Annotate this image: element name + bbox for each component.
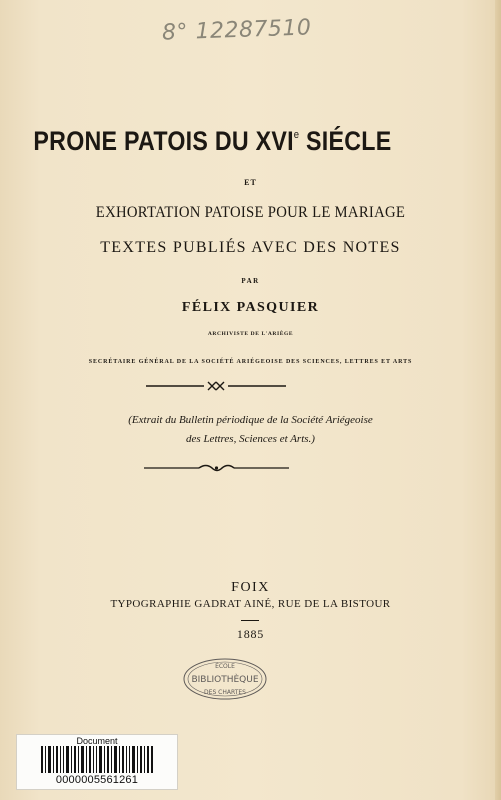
title-main: PRONE PATOIS DU XVI (33, 126, 294, 156)
ornament-rule-top (146, 380, 286, 392)
barcode-number: 0000005561261 (55, 774, 139, 786)
author-role-1: ARCHIVISTE DE L'ARIÈGE (207, 331, 294, 337)
by-line: PAR (241, 277, 260, 285)
book-title (30, 126, 396, 157)
author-role-2: SECRÉTAIRE GÉNÉRAL DE LA SOCIÉTÉ ARIÉGEOISE DES SCIENCES, LETTRES ET ARTS (88, 359, 413, 365)
extract-note-line-1: (Extrait du Bulletin périodique de la Société Ariégeoise (128, 414, 373, 426)
conjunction: ET (244, 178, 257, 187)
title-end: SIÉCLE (299, 126, 392, 156)
handwritten-shelfmark: 8° 12287510 (161, 15, 312, 46)
subtitle-line-1: EXHORTATION PATOISE POUR LE MARIAGE (95, 204, 406, 221)
subtitle-line-2: TEXTES PUBLIÉS AVEC DES NOTES (100, 239, 401, 256)
library-stamp (182, 656, 268, 702)
stamp-middle-text: BIBLIOTHÈQUE (191, 675, 259, 685)
barcode-label (16, 734, 178, 790)
imprint-year: 1885 (236, 627, 265, 641)
title-superscript: e (293, 129, 300, 141)
author-name: FÉLIX PASQUIER (181, 300, 320, 315)
imprint-printer: TYPOGRAPHIE GADRAT AINÉ, RUE DE LA BISTOUR (110, 598, 391, 610)
extract-note-line-2: des Lettres, Sciences et Arts.) (186, 433, 315, 445)
ornament-rule-bottom (144, 462, 289, 474)
barcode-icon (41, 746, 153, 773)
page-edge (495, 0, 501, 800)
imprint-city: FOIX (231, 580, 270, 595)
imprint-dash (241, 620, 259, 621)
stamp-bottom-text: DES CHARTES (204, 689, 246, 696)
stamp-top-text: ÉCOLE (215, 663, 235, 670)
barcode-title: Document (76, 736, 118, 746)
